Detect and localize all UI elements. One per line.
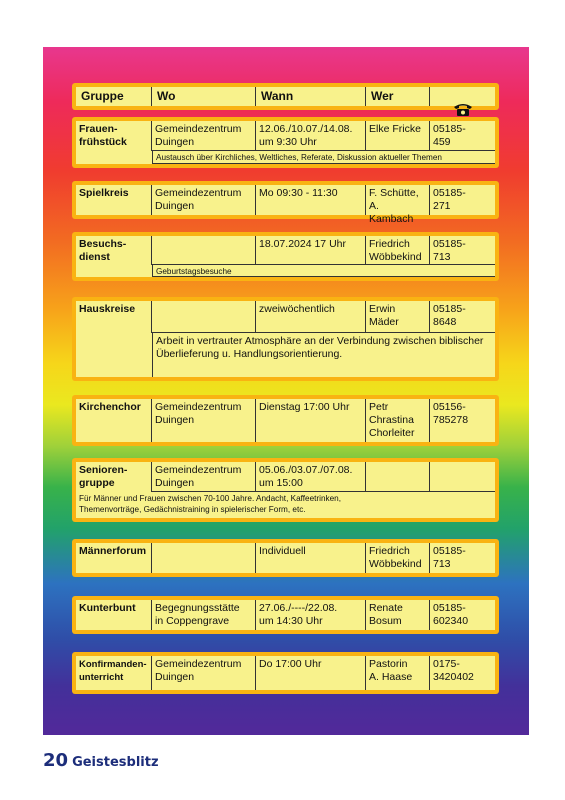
time: zweiwöchentlich: [256, 301, 366, 333]
list-item: [72, 232, 499, 281]
group-name: Hauskreise: [76, 301, 152, 333]
header-wer: Wer: [366, 87, 430, 106]
page-number: 20: [43, 750, 69, 771]
group-name: Männerforum: [76, 543, 152, 573]
group-name: Frauen- frühstück: [76, 121, 152, 151]
time: 12.06./10.07./14.08. um 9:30 Uhr: [256, 121, 366, 151]
group-name: Kirchenchor: [76, 399, 152, 442]
list-item: [72, 117, 499, 168]
telephone-icon: [453, 102, 473, 117]
location: Gemeindezentrum Duingen: [152, 656, 256, 690]
group-name: Spielkreis: [76, 185, 152, 215]
phone-number: 05185- 271: [433, 187, 466, 212]
header-phone: [430, 87, 495, 106]
phone-number: 05185- 713: [433, 545, 466, 570]
list-item: [72, 458, 499, 522]
phone-number: 05156- 785278: [433, 401, 469, 426]
contact-person: Petr Chrastina Chorleiter: [366, 399, 430, 442]
table-header: [72, 83, 499, 110]
location: Gemeindezentrum Duingen: [152, 399, 256, 442]
header-wann: Wann: [256, 87, 366, 106]
group-name: Kunterbunt: [76, 600, 152, 630]
page-footer: [43, 750, 159, 771]
list-item: [72, 539, 499, 577]
time: 27.06./----/22.08. um 14:30 Uhr: [256, 600, 366, 630]
location: Gemeindezentrum Duingen: [152, 462, 256, 492]
description: Geburtstagsbesuche: [152, 265, 495, 277]
group-name: Senioren- gruppe: [76, 462, 152, 492]
contact-person: Friedrich Wöbbekind: [366, 236, 430, 265]
magazine-name: Geistesblitz: [72, 755, 159, 770]
time: Do 17:00 Uhr: [256, 656, 366, 690]
phone-number: [430, 462, 495, 492]
phone-number: 0175- 3420402: [433, 658, 474, 683]
location: [152, 543, 256, 573]
contact-person: Pastorin A. Haase: [366, 656, 430, 690]
time: 05.06./03.07./07.08. um 15:00: [256, 462, 366, 492]
location: Gemeindezentrum Duingen: [152, 185, 256, 215]
contact-person: [366, 462, 430, 492]
time: Dienstag 17:00 Uhr: [256, 399, 366, 442]
contact-person: Renate Bosum: [366, 600, 430, 630]
description: Für Männer und Frauen zwischen 70-100 Jahre. Andacht, Kaffeetrinken, Themenvorträge, Gedächnistraining in spielerischer Form, etc.: [79, 494, 342, 514]
list-item: [72, 395, 499, 446]
phone-number: 05185- 602340: [433, 602, 469, 627]
description: Arbeit in vertrauter Atmosphäre an der Verbindung zwischen biblischer Überlieferung u. Handlungsorientierung.: [152, 333, 495, 377]
phone-number: 05185- 459: [430, 121, 495, 151]
group-name: Besuchs- dienst: [76, 236, 152, 265]
phone-number: 05185- 8648: [430, 301, 495, 333]
phone-number: 05185- 713: [430, 236, 495, 265]
description: Austausch über Kirchliches, Weltliches, Referate, Diskussion aktueller Themen: [152, 151, 495, 164]
list-item: [72, 652, 499, 694]
contact-person: Friedrich Wöbbekind: [366, 543, 430, 573]
list-item: [72, 181, 499, 225]
list-item: [72, 596, 499, 634]
header-gruppe: Gruppe: [76, 87, 152, 106]
contact-person: Erwin Mäder: [366, 301, 430, 333]
header-wo: Wo: [152, 87, 256, 106]
contact-person: Elke Fricke: [366, 121, 430, 151]
location: [152, 301, 256, 333]
time: Individuell: [256, 543, 366, 573]
location: [152, 236, 256, 265]
group-name: Konfirmanden- unterricht: [76, 656, 152, 690]
time: 18.07.2024 17 Uhr: [256, 236, 366, 265]
time: Mo 09:30 - 11:30: [256, 185, 366, 215]
contact-person: F. Schütte, A. Kambach: [366, 185, 430, 215]
location: Begegnungsstätte in Coppengrave: [152, 600, 256, 630]
list-item: [72, 297, 499, 381]
location: Gemeindezentrum Duingen: [152, 121, 256, 151]
